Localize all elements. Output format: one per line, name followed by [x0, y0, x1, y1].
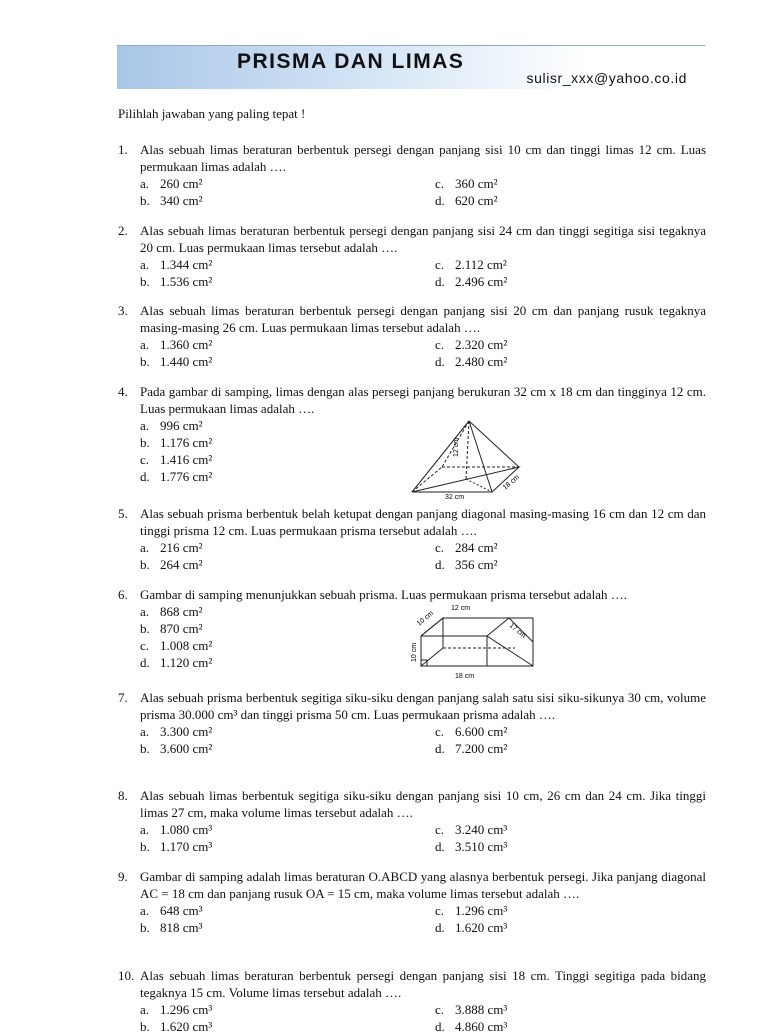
- option-d: d. 1.776 cm²: [140, 469, 213, 484]
- question-number: 6.: [118, 587, 128, 602]
- option-c: c. 3.240 cm³: [435, 822, 508, 837]
- question-number: 10.: [118, 968, 135, 983]
- option-a: a. 996 cm²: [140, 418, 203, 433]
- option-d: d. 1.120 cm²: [140, 655, 213, 670]
- right-slant-label: 17 cm: [507, 622, 527, 640]
- question-text: Alas sebuah prisma berbentuk belah ketupat dengan panjang diagonal masing-masing 16 cm dan 12 cm dan tinggi prisma 12 cm. Luas permukaan prisma tersebut adalah ….: [140, 506, 706, 538]
- option-d: d. 356 cm²: [435, 557, 498, 572]
- option-a: a. 868 cm²: [140, 604, 203, 619]
- option-c: c. 1.296 cm³: [435, 903, 508, 918]
- option-b: b. 818 cm³: [140, 920, 203, 935]
- question-3: [118, 302, 706, 370]
- option-b: b. 264 cm²: [140, 557, 203, 572]
- question-number: 4.: [118, 384, 128, 399]
- option-d: d. 7.200 cm²: [435, 741, 508, 756]
- option-b: b. 3.600 cm²: [140, 741, 213, 756]
- bottom-length-label: 18 cm: [455, 673, 475, 680]
- option-b: b. 1.536 cm²: [140, 274, 213, 289]
- option-d: d. 4.860 cm³: [435, 1019, 508, 1034]
- option-c: c. 3.888 cm³: [435, 1002, 508, 1017]
- option-d: d. 3.510 cm³: [435, 839, 508, 854]
- option-b: b. 1.170 cm³: [140, 839, 213, 854]
- question-text: Pada gambar di samping, limas dengan alas persegi panjang berukuran 32 cm x 18 cm dan tingginya 12 cm. Luas permukaan limas adalah ….: [140, 384, 706, 416]
- pyramid-lines: [412, 421, 519, 492]
- author-email: sulisr_xxx@yahoo.co.id: [526, 70, 687, 86]
- option-a: a. 648 cm³: [140, 903, 203, 918]
- prism-figure: [405, 602, 545, 682]
- options: [140, 539, 706, 573]
- options: [140, 723, 706, 757]
- question-text: Alas sebuah limas beraturan berbentuk persegi dengan panjang sisi 24 cm dan tinggi segitiga sisi tegaknya 20 cm. Luas permukaan limas tersebut adalah ….: [140, 223, 706, 255]
- height-label: 12 cm: [453, 437, 460, 457]
- instruction: Pilihlah jawaban yang paling tepat !: [118, 106, 306, 121]
- question-number: 2.: [118, 223, 128, 238]
- option-c: c. 6.600 cm²: [435, 724, 508, 739]
- question-8: [118, 787, 706, 855]
- question-number: 1.: [118, 142, 128, 157]
- top-length-label: 12 cm: [451, 605, 471, 612]
- option-a: a. 3.300 cm²: [140, 724, 213, 739]
- question-text: Alas sebuah limas beraturan berbentuk persegi dengan panjang sisi 18 cm. Tinggi segitiga pada bidang tegaknya 15 cm. Volume limas tersebut adalah ….: [140, 968, 706, 1000]
- question-text: Gambar di samping menunjukkan sebuah prisma. Luas permukaan prisma tersebut adalah ….: [140, 587, 628, 602]
- height-label: 10 cm: [411, 642, 418, 662]
- option-c: c. 2.320 cm²: [435, 337, 508, 352]
- options: [140, 256, 706, 290]
- option-c: c. 284 cm²: [435, 540, 498, 555]
- option-c: c. 1.416 cm²: [140, 452, 213, 467]
- option-c: c. 2.112 cm²: [435, 257, 507, 272]
- question-1: [118, 141, 706, 209]
- option-b: b. 1.620 cm³: [140, 1019, 213, 1034]
- option-a: a. 1.296 cm³: [140, 1002, 213, 1017]
- left-slant-label: 10 cm: [415, 609, 435, 628]
- option-a: a. 1.360 cm²: [140, 337, 213, 352]
- option-b: b. 870 cm²: [140, 621, 203, 636]
- question-10: [118, 967, 706, 1035]
- question-number: 9.: [118, 869, 128, 884]
- option-b: b. 340 cm²: [140, 193, 203, 208]
- question-number: 5.: [118, 506, 128, 521]
- option-d: d. 2.496 cm²: [435, 274, 508, 289]
- question-number: 8.: [118, 788, 128, 803]
- option-d: d. 620 cm²: [435, 193, 498, 208]
- pyramid-figure: [405, 415, 535, 501]
- options: [140, 1001, 706, 1035]
- question-2: [118, 222, 706, 290]
- options: [140, 902, 706, 936]
- options: [140, 821, 706, 855]
- question-text: Alas sebuah prisma berbentuk segitiga siku-siku dengan panjang salah satu sisi siku-sikunya 30 cm, volume prisma 30.000 cm³ dan tinggi prisma 50 cm. Luas permukaan prisma adalah ….: [140, 690, 706, 722]
- length-label: 32 cm: [445, 494, 465, 501]
- header-banner: [117, 45, 705, 89]
- question-7: [118, 689, 706, 757]
- option-a: a. 216 cm²: [140, 540, 203, 555]
- option-d: d. 2.480 cm²: [435, 354, 508, 369]
- question-number: 7.: [118, 690, 128, 705]
- question-text: Alas sebuah limas berbentuk segitiga siku-siku dengan panjang sisi 10 cm, 26 cm dan 24 cm. Jika tinggi limas 27 cm, maka volume limas tersebut adalah ….: [140, 788, 706, 820]
- question-5: [118, 505, 706, 573]
- question-text: Gambar di samping adalah limas beraturan O.ABCD yang alasnya berbentuk persegi. Jika panjang diagonal AC = 18 cm dan panjang rusuk OA = 15 cm, maka volume limas tersebut adalah ….: [140, 869, 706, 901]
- option-a: a. 1.344 cm²: [140, 257, 213, 272]
- option-c: c. 360 cm²: [435, 176, 498, 191]
- width-label: 18 cm: [501, 473, 521, 492]
- question-text: Alas sebuah limas beraturan berbentuk persegi dengan panjang sisi 10 cm dan tinggi limas 12 cm. Luas permukaan limas adalah ….: [140, 142, 706, 174]
- question-text: Alas sebuah limas beraturan berbentuk persegi dengan panjang sisi 20 cm dan panjang rusuk tegaknya masing-masing 26 cm. Luas permukaan limas tersebut adalah ….: [140, 303, 706, 335]
- option-a: a. 260 cm²: [140, 176, 203, 191]
- question-number: 3.: [118, 303, 128, 318]
- option-d: d. 1.620 cm³: [435, 920, 508, 935]
- option-a: a. 1.080 cm³: [140, 822, 213, 837]
- options: [140, 336, 706, 370]
- question-9: [118, 868, 706, 936]
- options: [140, 175, 706, 209]
- option-b: b. 1.176 cm²: [140, 435, 213, 450]
- page-title: PRISMA DAN LIMAS: [237, 50, 465, 73]
- option-b: b. 1.440 cm²: [140, 354, 213, 369]
- option-c: c. 1.008 cm²: [140, 638, 213, 653]
